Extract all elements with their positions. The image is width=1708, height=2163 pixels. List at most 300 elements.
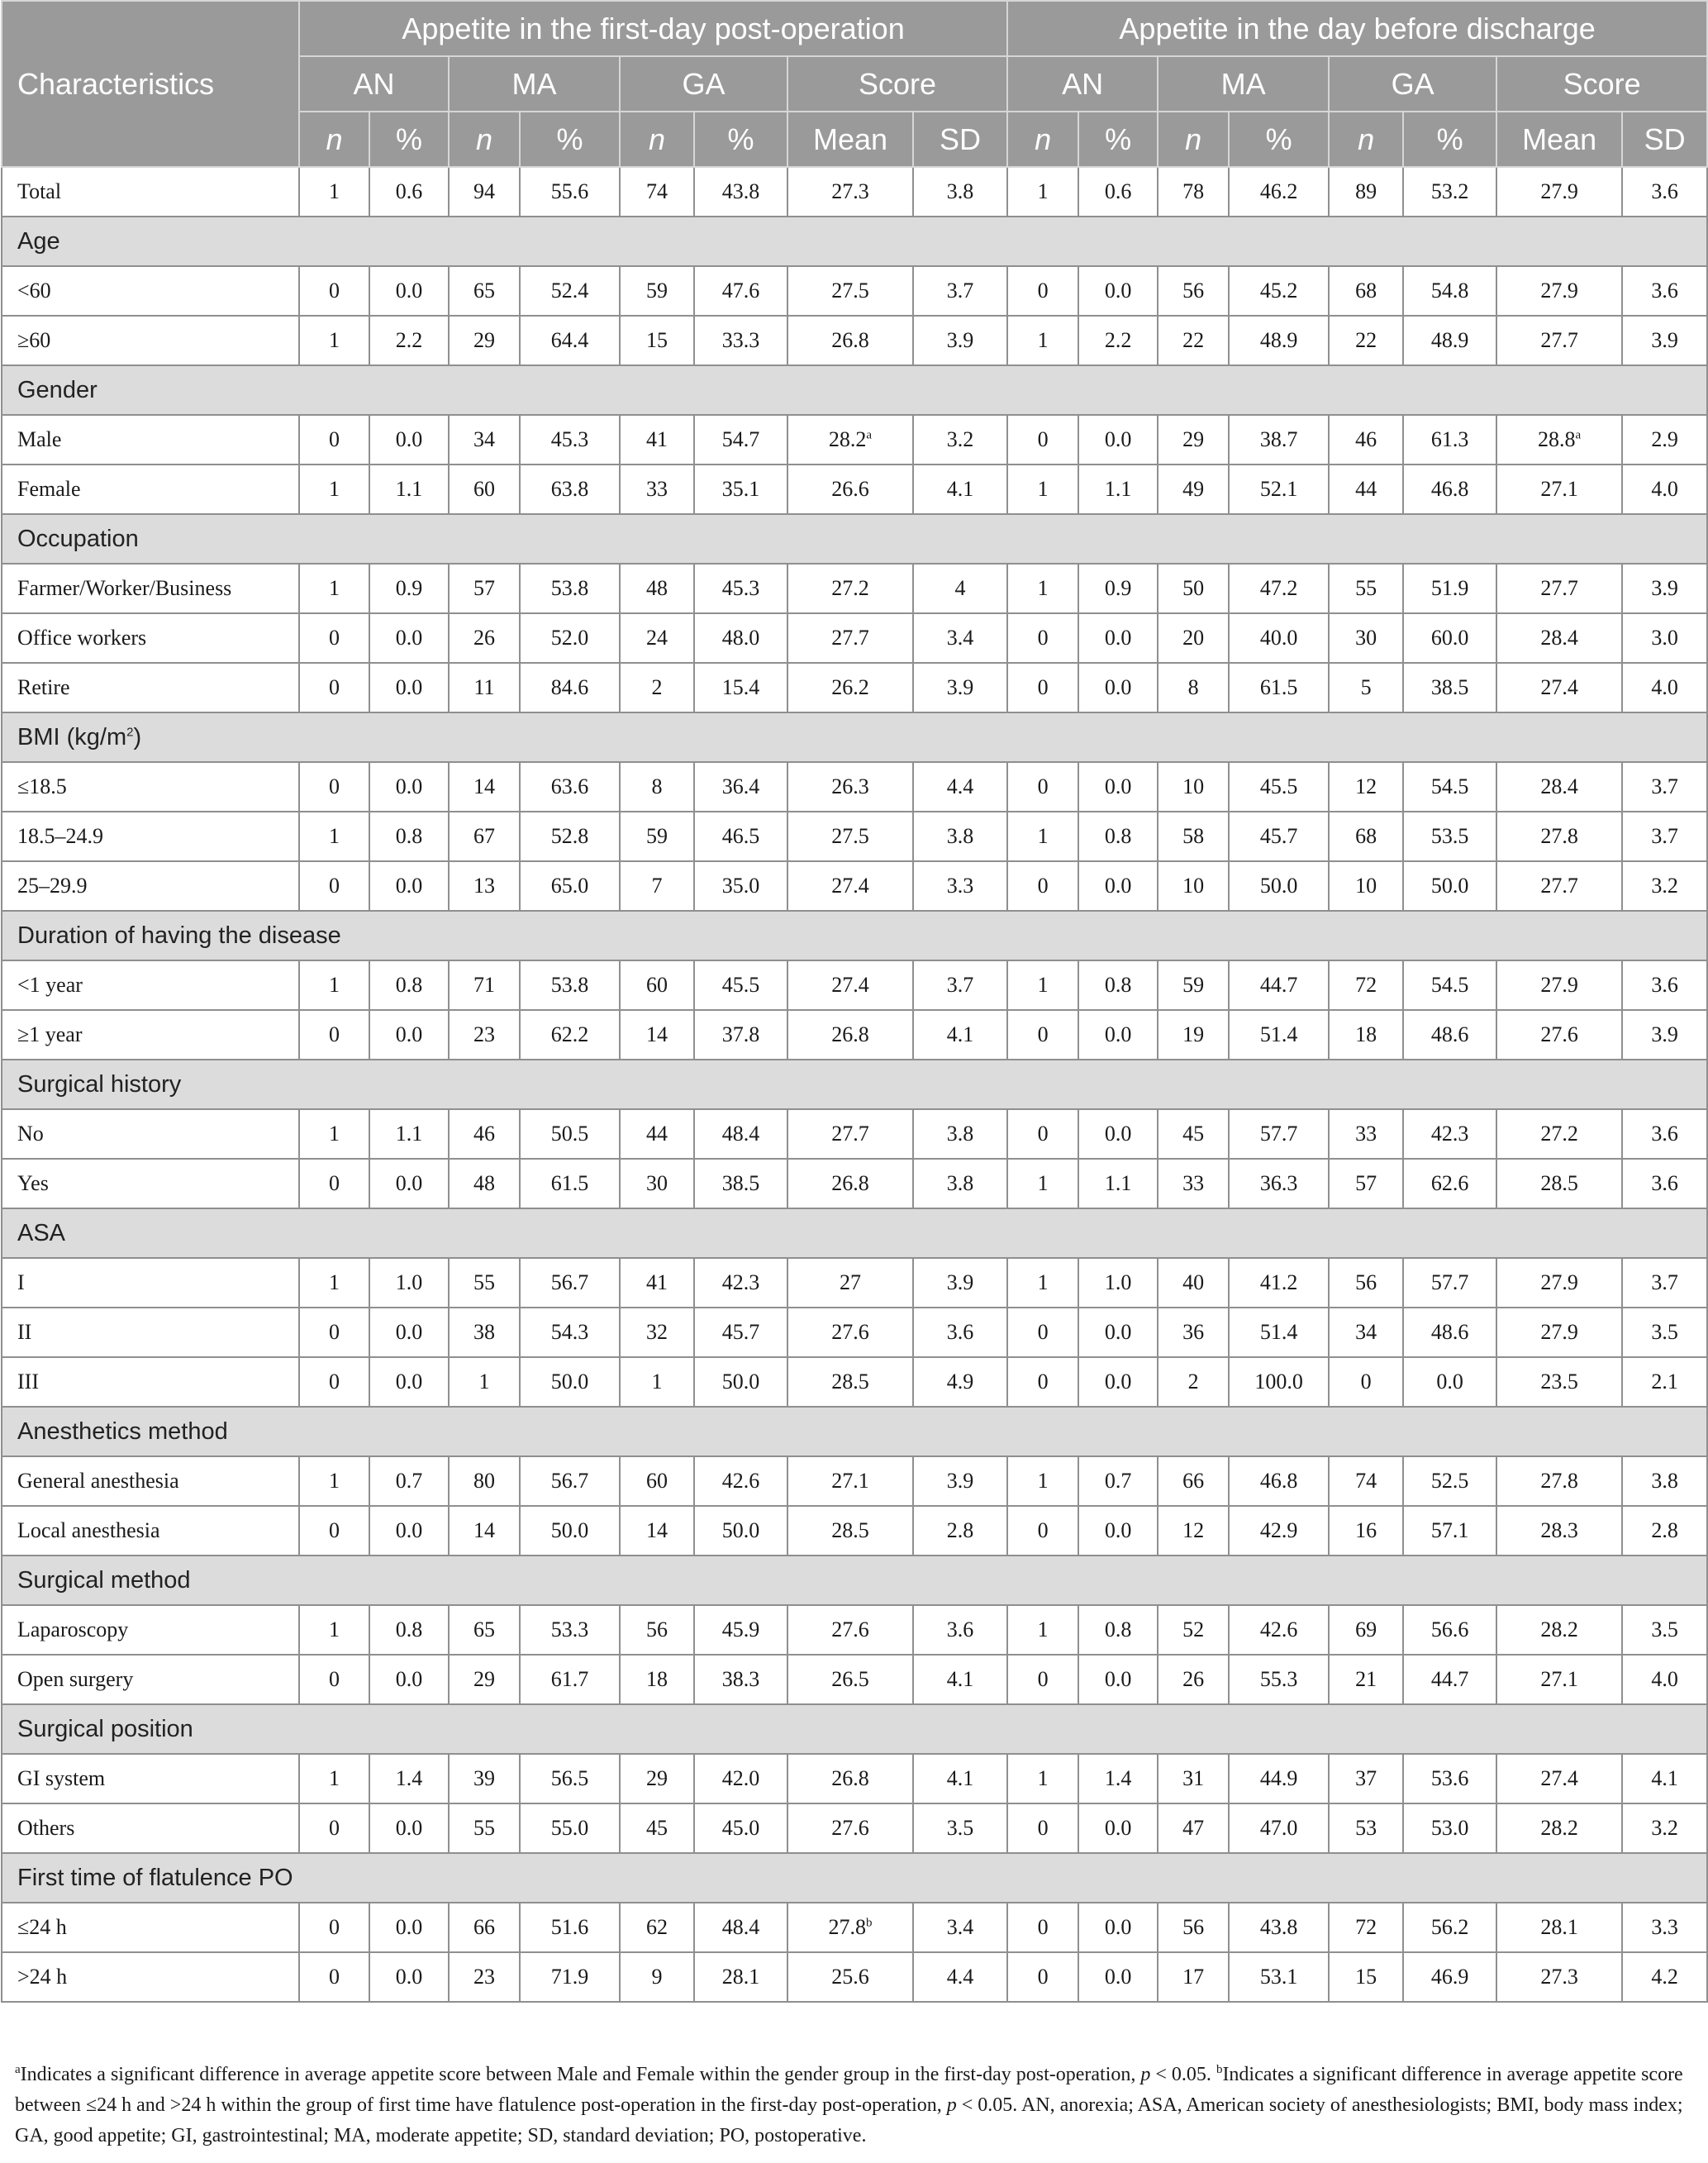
cell-value: 0 bbox=[1037, 279, 1049, 303]
table-cell bbox=[1329, 960, 1403, 1010]
table-cell bbox=[1007, 415, 1078, 465]
table-cell bbox=[369, 613, 449, 663]
table-cell bbox=[1229, 1952, 1329, 2002]
table-cell bbox=[449, 812, 520, 861]
table-cell bbox=[1158, 1605, 1229, 1655]
table-cell bbox=[1229, 1159, 1329, 1208]
table-cell bbox=[913, 465, 1007, 514]
cell-value: 50.0 bbox=[550, 1370, 589, 1394]
cell-value: 26.6 bbox=[831, 477, 869, 501]
pct-header: % bbox=[369, 112, 449, 167]
table-cell bbox=[787, 1109, 913, 1159]
table-cell bbox=[449, 1803, 520, 1853]
cell-value: 54.5 bbox=[1430, 774, 1469, 798]
n-header: n bbox=[1329, 112, 1403, 167]
table-cell bbox=[1403, 1456, 1496, 1506]
cell-value: 55 bbox=[1355, 576, 1377, 600]
cell-value: 0.0 bbox=[395, 774, 423, 798]
ga-header-1: GA bbox=[620, 56, 787, 112]
table-cell bbox=[1496, 1159, 1622, 1208]
cell-value: 14 bbox=[473, 774, 495, 798]
cell-value: 1 bbox=[329, 824, 340, 848]
table-cell bbox=[299, 1456, 369, 1506]
table-cell bbox=[1496, 762, 1622, 812]
cell-value: 48.4 bbox=[721, 1915, 760, 1939]
cell-value: 18 bbox=[1355, 1022, 1377, 1046]
table-row bbox=[2, 960, 1707, 1010]
cell-value: 80 bbox=[473, 1469, 495, 1493]
cell-value: 55 bbox=[473, 1816, 495, 1840]
footnote-b-text: Indicates a significant difference in average appetite score between ≤24 h and >24 h within the group of first time have flatulence post-operation in the first-day post-operation, bbox=[15, 2064, 1683, 2116]
cell-value: 71.9 bbox=[550, 1965, 589, 1989]
table-body bbox=[2, 167, 1707, 2002]
cell-value: 4.2 bbox=[1651, 1965, 1678, 1989]
cell-value: 3.7 bbox=[946, 973, 974, 997]
cell-value: 3.4 bbox=[946, 1915, 974, 1939]
table-cell bbox=[1329, 1456, 1403, 1506]
table-cell bbox=[520, 564, 620, 613]
footnote-a-text: Indicates a significant difference in average appetite score between Male and Female within the gender group in the first-day post-operation, bbox=[20, 2064, 1141, 2085]
table-row bbox=[2, 1308, 1707, 1357]
cell-value: 0.0 bbox=[1104, 1518, 1132, 1542]
table-cell bbox=[1403, 1952, 1496, 2002]
cell-value: 0 bbox=[1037, 1022, 1049, 1046]
cell-value: 14 bbox=[646, 1518, 668, 1542]
table-cell bbox=[1007, 1754, 1078, 1803]
table-cell bbox=[1329, 1357, 1403, 1407]
table-cell bbox=[1229, 167, 1329, 217]
table-cell bbox=[449, 167, 520, 217]
cell-value: 45.2 bbox=[1259, 279, 1298, 303]
cell-value: 27.9 bbox=[1540, 179, 1578, 203]
cell-value: 56.6 bbox=[1430, 1617, 1469, 1641]
cell-value: 9 bbox=[651, 1965, 663, 1989]
cell-value: 61.3 bbox=[1430, 427, 1469, 451]
cell-value: 27.5 bbox=[831, 279, 869, 303]
cell-value: 48 bbox=[473, 1171, 495, 1195]
cell-value: 52.4 bbox=[550, 279, 589, 303]
table-cell bbox=[1622, 1754, 1707, 1803]
table-cell bbox=[449, 960, 520, 1010]
table-cell bbox=[1078, 663, 1158, 712]
cell-value: 33 bbox=[646, 477, 668, 501]
cell-value: 27.6 bbox=[1540, 1022, 1578, 1046]
table-cell bbox=[1329, 1803, 1403, 1853]
table-cell bbox=[1403, 316, 1496, 365]
table-cell bbox=[1229, 266, 1329, 316]
cell-value: 56 bbox=[1182, 1915, 1205, 1939]
table-cell bbox=[694, 1258, 787, 1308]
table-cell bbox=[299, 1655, 369, 1704]
cell-value: 54.3 bbox=[550, 1320, 589, 1344]
table-cell bbox=[620, 613, 694, 663]
table-cell bbox=[1329, 1010, 1403, 1060]
cell-value: 1 bbox=[329, 973, 340, 997]
table-cell bbox=[1403, 415, 1496, 465]
cell-value: 3.2 bbox=[946, 427, 974, 451]
cell-value: 51.4 bbox=[1259, 1320, 1298, 1344]
cell-value: 3.8 bbox=[946, 179, 974, 203]
table-cell bbox=[1622, 167, 1707, 217]
table-cell bbox=[787, 1308, 913, 1357]
table-cell bbox=[369, 465, 449, 514]
cell-value: 3.8 bbox=[946, 1171, 974, 1195]
table-cell bbox=[913, 1010, 1007, 1060]
cell-value: 67 bbox=[473, 824, 495, 848]
table-cell bbox=[620, 1803, 694, 1853]
table-cell bbox=[1229, 1803, 1329, 1853]
table-cell bbox=[1158, 663, 1229, 712]
cell-value: 0.0 bbox=[1104, 1022, 1132, 1046]
table-cell bbox=[913, 613, 1007, 663]
pct-header: % bbox=[520, 112, 620, 167]
cell-value: 27.7 bbox=[1540, 576, 1578, 600]
cell-value: 53.1 bbox=[1259, 1965, 1298, 1989]
table-cell bbox=[694, 564, 787, 613]
cell-value: 42.3 bbox=[1430, 1122, 1469, 1146]
footnote-b-marker: b bbox=[1216, 2063, 1223, 2076]
table-cell bbox=[1403, 861, 1496, 911]
table-cell bbox=[1496, 1903, 1622, 1952]
section-label-text: Surgical position bbox=[17, 1715, 193, 1742]
table-cell bbox=[1622, 663, 1707, 712]
table-cell bbox=[1078, 266, 1158, 316]
cell-value: 26.3 bbox=[831, 774, 869, 798]
cell-value: 52 bbox=[1182, 1617, 1205, 1641]
table-cell bbox=[1078, 613, 1158, 663]
cell-value: 45 bbox=[646, 1816, 668, 1840]
cell-value: 50.5 bbox=[550, 1122, 589, 1146]
section-row bbox=[2, 217, 1707, 266]
row-label: 18.5–24.9 bbox=[2, 812, 299, 861]
cell-value: 10 bbox=[1355, 874, 1377, 898]
section-row bbox=[2, 1556, 1707, 1605]
cell-value: 27.1 bbox=[1540, 477, 1578, 501]
table-cell bbox=[1622, 465, 1707, 514]
cell-value: 0 bbox=[329, 1320, 340, 1344]
table-cell bbox=[369, 1605, 449, 1655]
table-cell bbox=[449, 1258, 520, 1308]
table-cell bbox=[1007, 812, 1078, 861]
pct-header: % bbox=[1403, 112, 1496, 167]
table-cell bbox=[787, 1258, 913, 1308]
pct-header: % bbox=[1078, 112, 1158, 167]
score-header-1: Score bbox=[787, 56, 1007, 112]
section-row bbox=[2, 911, 1707, 960]
cell-value: 46.9 bbox=[1430, 1965, 1469, 1989]
cell-value: 46 bbox=[1355, 427, 1377, 451]
cell-value: 38.7 bbox=[1259, 427, 1298, 451]
cell-value: 48.6 bbox=[1430, 1022, 1469, 1046]
table-cell bbox=[449, 316, 520, 365]
table-cell bbox=[299, 960, 369, 1010]
cell-value: 56.7 bbox=[550, 1270, 589, 1294]
table-cell bbox=[620, 1159, 694, 1208]
cell-value: 2.9 bbox=[1651, 427, 1678, 451]
cell-value: 8 bbox=[651, 774, 663, 798]
cell-value: 43.8 bbox=[1259, 1915, 1298, 1939]
cell-value: 1 bbox=[329, 1766, 340, 1790]
table-cell bbox=[1329, 1754, 1403, 1803]
table-cell bbox=[520, 316, 620, 365]
table-cell bbox=[694, 167, 787, 217]
cell-value: 60 bbox=[473, 477, 495, 501]
table-cell bbox=[620, 1010, 694, 1060]
cell-value: 23 bbox=[473, 1965, 495, 1989]
table-cell bbox=[694, 1803, 787, 1853]
section-label bbox=[2, 911, 1707, 960]
cell-value: 0 bbox=[1037, 1667, 1049, 1691]
cell-value: 0 bbox=[329, 1965, 340, 1989]
cell-value: 4.4 bbox=[946, 1965, 974, 1989]
pct-header: % bbox=[1229, 112, 1329, 167]
cell-value: 46.8 bbox=[1430, 477, 1469, 501]
section-label-text: Anesthetics method bbox=[17, 1417, 228, 1445]
table-cell bbox=[620, 465, 694, 514]
cell-value: 1 bbox=[651, 1370, 663, 1394]
table-cell bbox=[369, 1109, 449, 1159]
table-cell bbox=[1078, 1308, 1158, 1357]
cell-value: 0 bbox=[1037, 1518, 1049, 1542]
cell-value: 3.6 bbox=[1651, 1122, 1678, 1146]
table-cell bbox=[1329, 663, 1403, 712]
cell-value: 0 bbox=[1037, 1320, 1049, 1344]
table-cell bbox=[1158, 1456, 1229, 1506]
cell-value: 65.0 bbox=[550, 874, 589, 898]
cell-value: 0.0 bbox=[395, 1816, 423, 1840]
cell-value: 0.0 bbox=[1104, 1915, 1132, 1939]
cell-value: 30 bbox=[1355, 626, 1377, 650]
cell-value: 3.9 bbox=[946, 1469, 974, 1493]
table-row bbox=[2, 1357, 1707, 1407]
table-cell bbox=[299, 564, 369, 613]
table-row bbox=[2, 1010, 1707, 1060]
row-label: Total bbox=[2, 167, 299, 217]
cell-value: 0.8 bbox=[395, 824, 423, 848]
table-cell bbox=[1329, 1506, 1403, 1556]
table-cell bbox=[1078, 167, 1158, 217]
cell-value: 0 bbox=[329, 279, 340, 303]
table-cell bbox=[449, 663, 520, 712]
table-cell bbox=[1496, 1655, 1622, 1704]
cell-value: 100.0 bbox=[1254, 1370, 1303, 1394]
table-cell bbox=[1007, 1903, 1078, 1952]
table-cell bbox=[449, 1456, 520, 1506]
cell-value: 48.6 bbox=[1430, 1320, 1469, 1344]
cell-value: 58 bbox=[1182, 824, 1205, 848]
table-cell bbox=[620, 1506, 694, 1556]
cell-value: 43.8 bbox=[721, 179, 760, 203]
table-cell bbox=[369, 1952, 449, 2002]
cell-value: 16 bbox=[1355, 1518, 1377, 1542]
cell-value: 23 bbox=[473, 1022, 495, 1046]
table-cell bbox=[620, 663, 694, 712]
table-cell bbox=[1622, 1456, 1707, 1506]
table-cell bbox=[1496, 316, 1622, 365]
table-cell bbox=[369, 266, 449, 316]
table-cell bbox=[449, 1010, 520, 1060]
cell-value: 28.8 bbox=[1538, 427, 1576, 451]
table-cell bbox=[1007, 1357, 1078, 1407]
cell-value: 51.4 bbox=[1259, 1022, 1298, 1046]
table-cell bbox=[299, 1109, 369, 1159]
table-cell bbox=[1078, 1357, 1158, 1407]
table-footnote bbox=[15, 2060, 1692, 2151]
table-cell bbox=[1007, 1308, 1078, 1357]
table-cell bbox=[694, 762, 787, 812]
cell-value: 1 bbox=[478, 1370, 490, 1394]
appetite-table bbox=[1, 0, 1708, 2003]
cell-value: 23.5 bbox=[1540, 1370, 1578, 1394]
table-cell bbox=[1403, 1308, 1496, 1357]
section-row bbox=[2, 365, 1707, 415]
table-cell bbox=[1403, 1159, 1496, 1208]
table-row bbox=[2, 465, 1707, 514]
cell-value: 62.6 bbox=[1430, 1171, 1469, 1195]
significance-marker: a bbox=[1575, 428, 1582, 442]
cell-value: 1 bbox=[1037, 179, 1049, 203]
cell-value: 44.9 bbox=[1259, 1766, 1298, 1790]
table-cell bbox=[620, 1655, 694, 1704]
table-cell bbox=[694, 465, 787, 514]
cell-value: 1 bbox=[1037, 824, 1049, 848]
table-cell bbox=[1622, 415, 1707, 465]
cell-value: 0 bbox=[1037, 1370, 1049, 1394]
cell-value: 27.6 bbox=[831, 1617, 869, 1641]
cell-value: 17 bbox=[1182, 1965, 1205, 1989]
row-label: Open surgery bbox=[2, 1655, 299, 1704]
cell-value: 33 bbox=[1355, 1122, 1377, 1146]
table-cell bbox=[1403, 1258, 1496, 1308]
table-cell bbox=[913, 762, 1007, 812]
cell-value: 40 bbox=[1182, 1270, 1205, 1294]
cell-value: 28.2 bbox=[828, 427, 867, 451]
table-cell bbox=[1496, 1506, 1622, 1556]
cell-value: 3.8 bbox=[946, 824, 974, 848]
table-cell bbox=[913, 564, 1007, 613]
table-cell bbox=[913, 1109, 1007, 1159]
table-cell bbox=[520, 1655, 620, 1704]
table-cell bbox=[694, 1308, 787, 1357]
table-cell bbox=[520, 167, 620, 217]
table-cell bbox=[1403, 663, 1496, 712]
cell-value: 2.8 bbox=[1651, 1518, 1678, 1542]
table-cell bbox=[1158, 1803, 1229, 1853]
table-cell bbox=[1007, 861, 1078, 911]
table-row bbox=[2, 564, 1707, 613]
cell-value: 84.6 bbox=[550, 675, 589, 699]
table-cell bbox=[1007, 1655, 1078, 1704]
cell-value: 66 bbox=[473, 1915, 495, 1939]
cell-value: 3.5 bbox=[1651, 1617, 1678, 1641]
cell-value: 48.9 bbox=[1259, 328, 1298, 352]
cell-value: 3.7 bbox=[1651, 1270, 1678, 1294]
cell-value: 36 bbox=[1182, 1320, 1205, 1344]
table-cell bbox=[1078, 1605, 1158, 1655]
table-cell bbox=[1229, 415, 1329, 465]
table-cell bbox=[1078, 762, 1158, 812]
row-label: Male bbox=[2, 415, 299, 465]
table-cell bbox=[1329, 1109, 1403, 1159]
section-label-text: BMI (kg/m bbox=[17, 723, 127, 750]
table-cell bbox=[1496, 266, 1622, 316]
cell-value: 44 bbox=[646, 1122, 668, 1146]
table-cell bbox=[620, 1308, 694, 1357]
footnote-a-marker: a bbox=[15, 2063, 21, 2076]
cell-value: 0.0 bbox=[395, 1171, 423, 1195]
table-cell bbox=[1229, 1010, 1329, 1060]
table-cell bbox=[1007, 1456, 1078, 1506]
table-cell bbox=[1229, 613, 1329, 663]
cell-value: 4.4 bbox=[946, 774, 974, 798]
table-cell bbox=[694, 1357, 787, 1407]
n-header: n bbox=[620, 112, 694, 167]
an-header-2: AN bbox=[1007, 56, 1158, 112]
cell-value: 52.5 bbox=[1430, 1469, 1469, 1493]
table-cell bbox=[369, 564, 449, 613]
table-cell bbox=[913, 861, 1007, 911]
cell-value: 48.9 bbox=[1430, 328, 1469, 352]
table-cell bbox=[620, 960, 694, 1010]
table-cell bbox=[1496, 564, 1622, 613]
cell-value: 22 bbox=[1182, 328, 1205, 352]
table-cell bbox=[1229, 812, 1329, 861]
cell-value: 54.8 bbox=[1430, 279, 1469, 303]
cell-value: 27.4 bbox=[831, 874, 869, 898]
table-cell bbox=[913, 1803, 1007, 1853]
cell-value: 48 bbox=[646, 576, 668, 600]
characteristics-header: Characteristics bbox=[2, 1, 299, 167]
cell-value: 45.5 bbox=[721, 973, 760, 997]
cell-value: 3.0 bbox=[1651, 626, 1678, 650]
table-row bbox=[2, 415, 1707, 465]
table-cell bbox=[1403, 1754, 1496, 1803]
cell-value: 4.1 bbox=[946, 1022, 974, 1046]
table-cell bbox=[1329, 812, 1403, 861]
table-row bbox=[2, 1803, 1707, 1853]
row-label: Office workers bbox=[2, 613, 299, 663]
row-label: Retire bbox=[2, 663, 299, 712]
table-cell bbox=[1158, 415, 1229, 465]
table-cell bbox=[369, 1456, 449, 1506]
table-cell bbox=[299, 1308, 369, 1357]
table-cell bbox=[1229, 316, 1329, 365]
table-cell bbox=[1078, 1655, 1158, 1704]
footnote-p-symbol: p bbox=[946, 2094, 957, 2116]
cell-value: 68 bbox=[1355, 824, 1377, 848]
table-row bbox=[2, 167, 1707, 217]
cell-value: 10 bbox=[1182, 874, 1205, 898]
table-cell bbox=[520, 1258, 620, 1308]
table-cell bbox=[1078, 1109, 1158, 1159]
cell-value: 53.6 bbox=[1430, 1766, 1469, 1790]
cell-value: 1 bbox=[1037, 477, 1049, 501]
table-cell bbox=[369, 167, 449, 217]
table-cell bbox=[1496, 960, 1622, 1010]
table-cell bbox=[1622, 564, 1707, 613]
table-cell bbox=[449, 861, 520, 911]
cell-value: 60 bbox=[646, 1469, 668, 1493]
cell-value: 28.4 bbox=[1540, 626, 1578, 650]
table-row bbox=[2, 1159, 1707, 1208]
cell-value: 27.9 bbox=[1540, 1320, 1578, 1344]
cell-value: 55.3 bbox=[1259, 1667, 1298, 1691]
cell-value: 0 bbox=[1037, 675, 1049, 699]
table-cell bbox=[1496, 1456, 1622, 1506]
table-cell bbox=[369, 1903, 449, 1952]
table-cell bbox=[1007, 1803, 1078, 1853]
table-cell bbox=[694, 812, 787, 861]
